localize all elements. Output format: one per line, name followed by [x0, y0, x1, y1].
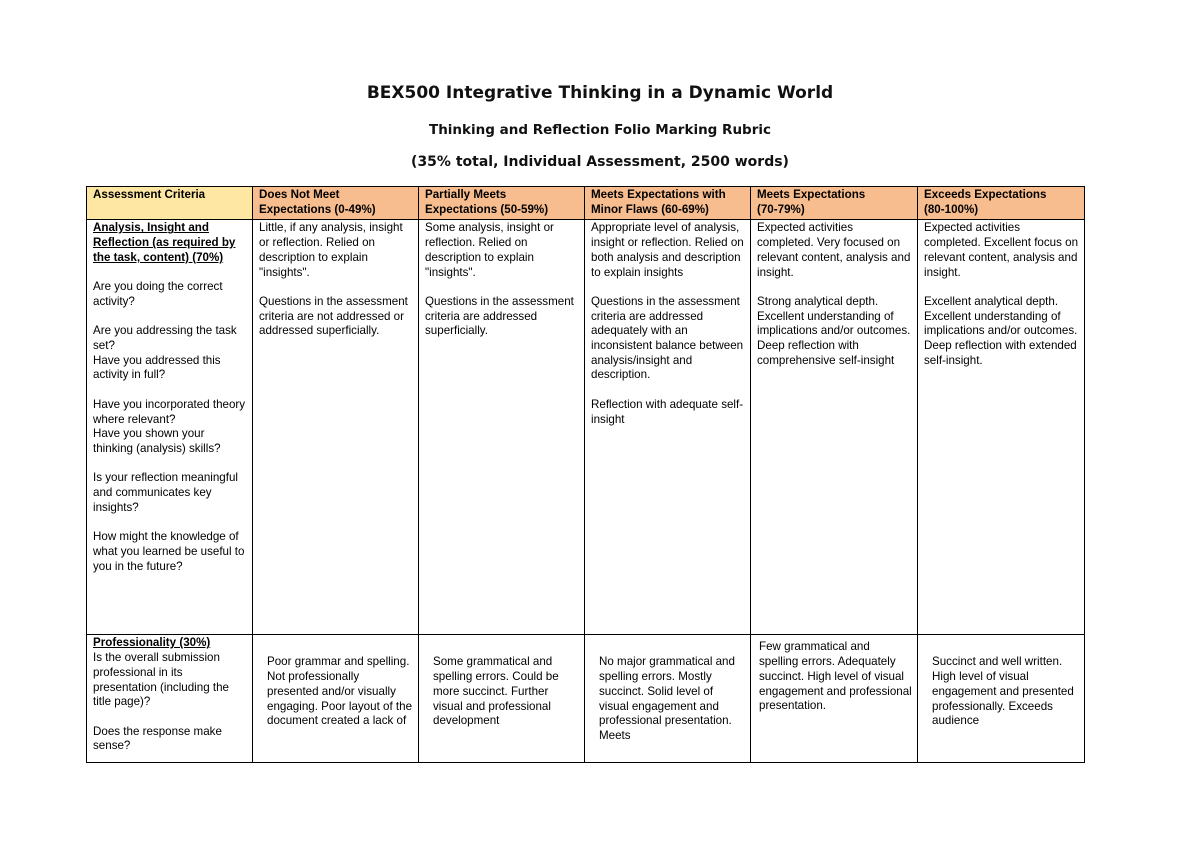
band-cell-partially-meets — [419, 635, 585, 763]
criteria-question: Have you shown your thinking (analysis) skills? — [93, 427, 221, 455]
criteria-question: Have you incorporated theory where relevant? — [93, 397, 246, 426]
band-paragraph: Few grammatical and spelling errors. Adequately succinct. High level of visual engagement and professional presentation. — [759, 640, 912, 713]
header-partially-meets: Partially Meets Expectations (50-59%) — [419, 187, 585, 220]
criteria-question: Is the overall submission professional in its presentation (including the title page)? — [93, 651, 229, 709]
band-paragraph: Succinct and well written. High level of visual engagement and presented professionally. Exceeds audience — [932, 655, 1074, 728]
band-paragraph: No major grammatical and spelling errors. Mostly succinct. Solid level of visual engagement and professional presentation. Meets — [599, 655, 735, 742]
criteria-question: How might the knowledge of what you learned be useful to you in the future? — [93, 530, 245, 573]
criteria-title: Analysis, Insight and Reflection (as required by the task, content) (70%) — [93, 221, 236, 264]
header-exceeds-expectations: Exceeds Expectations (80-100%) — [918, 187, 1085, 220]
band-cell-does-not-meet — [253, 635, 419, 763]
band-paragraph: Reflection with adequate self-insight — [591, 397, 744, 426]
band-paragraph: Poor grammar and spelling. Not professionally presented and/or visually engaging. Poor layout of the document created a lack of — [267, 655, 413, 728]
criteria-cell-professionality — [87, 635, 253, 763]
criteria-cell-analysis — [87, 220, 253, 635]
criteria-question: Are you doing the correct activity? — [93, 280, 223, 308]
criteria-question: Have you addressed this activity in full? — [93, 353, 221, 382]
band-paragraph: Some grammatical and spelling errors. Could be more succinct. Further visual and professional development — [433, 655, 559, 728]
band-paragraph: Some analysis, insight or reflection. Relied on description to explain "insights". — [425, 221, 554, 279]
assessment-details: (35% total, Individual Assessment, 2500 words) — [411, 154, 789, 170]
band-cell-meets-expectations — [751, 220, 918, 635]
band-cell-partially-meets — [419, 220, 585, 635]
band-paragraph: Strong analytical depth. Excellent understanding of implications and/or outcomes. Deep reflection with comprehensive self-insight — [757, 294, 911, 367]
criteria-question: Are you addressing the task set? — [93, 324, 237, 352]
band-paragraph: Expected activities completed. Very focused on relevant content, analysis and insight. — [757, 221, 911, 279]
document-title: BEX500 Integrative Thinking in a Dynamic World — [366, 83, 834, 103]
header-does-not-meet: Does Not Meet Expectations (0-49%) — [253, 187, 419, 220]
band-cell-exceeds-expectations — [918, 635, 1085, 763]
document-subtitle: Thinking and Reflection Folio Marking Rubric — [428, 122, 772, 138]
band-paragraph: Expected activities completed. Excellent focus on relevant content, analysis and insight. — [924, 221, 1079, 279]
band-paragraph: Appropriate level of analysis, insight or reflection. Relied on both analysis and description to explain insights — [591, 221, 744, 279]
band-paragraph: Little, if any analysis, insight or reflection. Relied on description to explain "insights". — [259, 221, 403, 279]
criteria-title: Professionality (30%) — [93, 636, 211, 650]
band-paragraph: Excellent analytical depth. Excellent understanding of implications and/or outcomes. Deep reflection with extended self-insight. — [924, 294, 1078, 367]
band-cell-meets-expectations — [751, 635, 918, 763]
criteria-question: Does the response make sense? — [93, 724, 222, 753]
band-paragraph: Questions in the assessment criteria are not addressed or addressed superficially. — [259, 294, 408, 338]
rubric-header-row — [87, 187, 1085, 220]
band-cell-exceeds-expectations — [918, 220, 1085, 635]
band-cell-meets-minor-flaws — [585, 220, 751, 635]
header-meets-minor-flaws: Meets Expectations with Minor Flaws (60-69%) — [585, 187, 751, 220]
header-assessment-criteria: Assessment Criteria — [87, 187, 253, 220]
criteria-question: Is your reflection meaningful and communicates key insights? — [93, 471, 238, 514]
rubric-row-professionality — [87, 635, 1085, 763]
band-paragraph: Questions in the assessment criteria are addressed superficially. — [425, 294, 574, 338]
band-cell-does-not-meet — [253, 220, 419, 635]
header-meets-expectations: Meets Expectations (70-79%) — [751, 187, 918, 220]
marking-rubric-table — [86, 186, 1085, 763]
band-paragraph: Questions in the assessment criteria are addressed adequately with an inconsistent balance between analysis/insight and description. — [591, 294, 744, 382]
rubric-row-analysis — [87, 220, 1085, 635]
band-cell-meets-minor-flaws — [585, 635, 751, 763]
